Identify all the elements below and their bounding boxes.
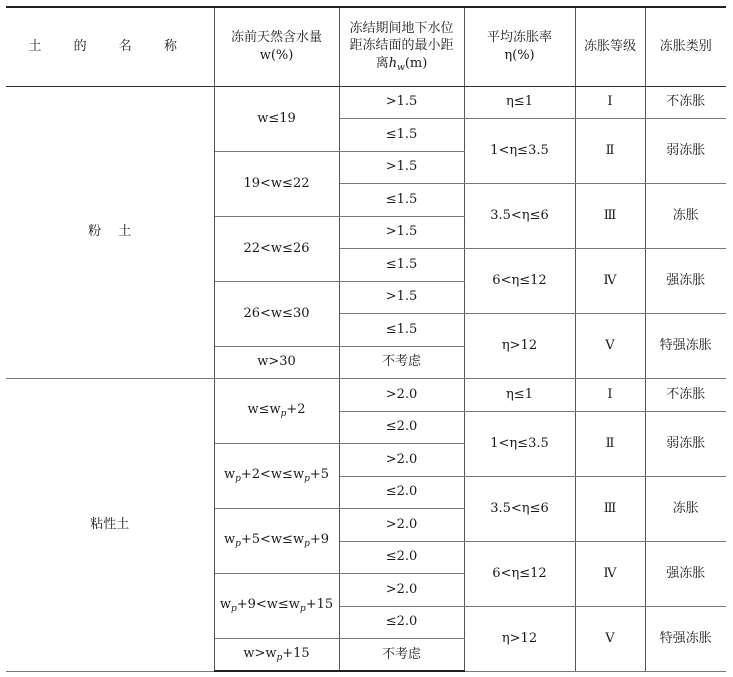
header-row: [6, 7, 726, 86]
water-level-cell: >2.0: [339, 444, 464, 477]
category-cell: 特强冻胀: [645, 314, 726, 379]
heave-rate-cell: 1<η≤3.5: [464, 119, 575, 184]
water-level-cell: ≤2.0: [339, 606, 464, 639]
water-level-cell: >1.5: [339, 216, 464, 249]
heave-rate-cell: 3.5<η≤6: [464, 184, 575, 249]
water-level-cell: ≤1.5: [339, 314, 464, 347]
heave-rate-cell: η>12: [464, 606, 575, 671]
grade-cell: Ⅲ: [575, 184, 645, 249]
moisture-cell: $w_p+9<w\le w_p+15$: [214, 574, 339, 639]
frost-heave-table: [6, 6, 726, 672]
moisture-cell: w≤19: [214, 86, 339, 151]
grade-cell: Ⅱ: [575, 119, 645, 184]
grade-cell: Ⅴ: [575, 606, 645, 671]
header-moisture-symbol: w(%): [259, 47, 294, 63]
category-cell: 弱冻胀: [645, 411, 726, 476]
header-category: 冻胀类别: [645, 7, 726, 86]
water-level-cell: >1.5: [339, 151, 464, 184]
header-moisture-label: 冻前天然含水量: [230, 30, 322, 46]
category-cell: 强冻胀: [645, 541, 726, 606]
water-level-cell: ≤2.0: [339, 541, 464, 574]
grade-cell: Ⅰ: [575, 379, 645, 412]
category-cell: 特强冻胀: [645, 606, 726, 671]
table-row: [6, 379, 726, 412]
moisture-cell: $w\le w_p+2$: [214, 379, 339, 444]
grade-cell: Ⅳ: [575, 541, 645, 606]
header-water-level: [339, 7, 464, 86]
moisture-cell: 26<w≤30: [214, 281, 339, 346]
header-water-level-symbol: $h_w(m)$: [388, 55, 428, 73]
heave-rate-cell: 3.5<η≤6: [464, 476, 575, 541]
silt-group: [6, 86, 726, 379]
water-level-cell: >2.0: [339, 509, 464, 542]
moisture-cell: $w_p+5<w\le w_p+9$: [214, 509, 339, 574]
water-level-cell: >1.5: [339, 281, 464, 314]
soil-name-silt: 粉 土: [6, 86, 214, 379]
category-cell: 不冻胀: [645, 379, 726, 412]
moisture-cell: 19<w≤22: [214, 151, 339, 216]
table-row: [6, 86, 726, 119]
category-cell: 冻胀: [645, 476, 726, 541]
header-soil-name: 土 的 名 称: [6, 7, 214, 86]
heave-rate-cell: η≤1: [464, 379, 575, 412]
heave-rate-cell: η≤1: [464, 86, 575, 119]
water-level-cell: ≤2.0: [339, 476, 464, 509]
header-moisture: [214, 7, 339, 86]
heave-rate-cell: 6<η≤12: [464, 541, 575, 606]
water-level-cell: ≤2.0: [339, 411, 464, 444]
grade-cell: Ⅳ: [575, 249, 645, 314]
category-cell: 不冻胀: [645, 86, 726, 119]
water-level-cell: >2.0: [339, 379, 464, 412]
category-cell: 冻胀: [645, 184, 726, 249]
heave-rate-cell: η>12: [464, 314, 575, 379]
header-heave-rate: [464, 7, 575, 86]
header-water-level-label: 冻结期间地下水位距冻结面的最小距离: [349, 20, 454, 71]
category-cell: 弱冻胀: [645, 119, 726, 184]
heave-rate-cell: 1<η≤3.5: [464, 411, 575, 476]
header-grade: 冻胀等级: [575, 7, 645, 86]
water-level-cell: ≤1.5: [339, 119, 464, 152]
header-heave-rate-label: 平均冻胀率: [486, 30, 552, 46]
soil-name-clay: 粘性土: [6, 379, 214, 672]
grade-cell: Ⅰ: [575, 86, 645, 119]
water-level-cell: ≤1.5: [339, 249, 464, 282]
clay-group: [6, 379, 726, 672]
moisture-cell: $w_p+2<w\le w_p+5$: [214, 444, 339, 509]
category-cell: 强冻胀: [645, 249, 726, 314]
moisture-cell: 22<w≤26: [214, 216, 339, 281]
grade-cell: Ⅴ: [575, 314, 645, 379]
moisture-cell: $w>w_p+15$: [214, 639, 339, 672]
water-level-cell: ≤1.5: [339, 184, 464, 217]
heave-rate-cell: 6<η≤12: [464, 249, 575, 314]
grade-cell: Ⅲ: [575, 476, 645, 541]
water-level-cell: >2.0: [339, 574, 464, 607]
header-heave-rate-symbol: η(%): [504, 47, 535, 63]
water-level-cell: 不考虑: [339, 639, 464, 672]
moisture-cell: w>30: [214, 346, 339, 379]
water-level-cell: 不考虑: [339, 346, 464, 379]
grade-cell: Ⅱ: [575, 411, 645, 476]
water-level-cell: >1.5: [339, 86, 464, 119]
